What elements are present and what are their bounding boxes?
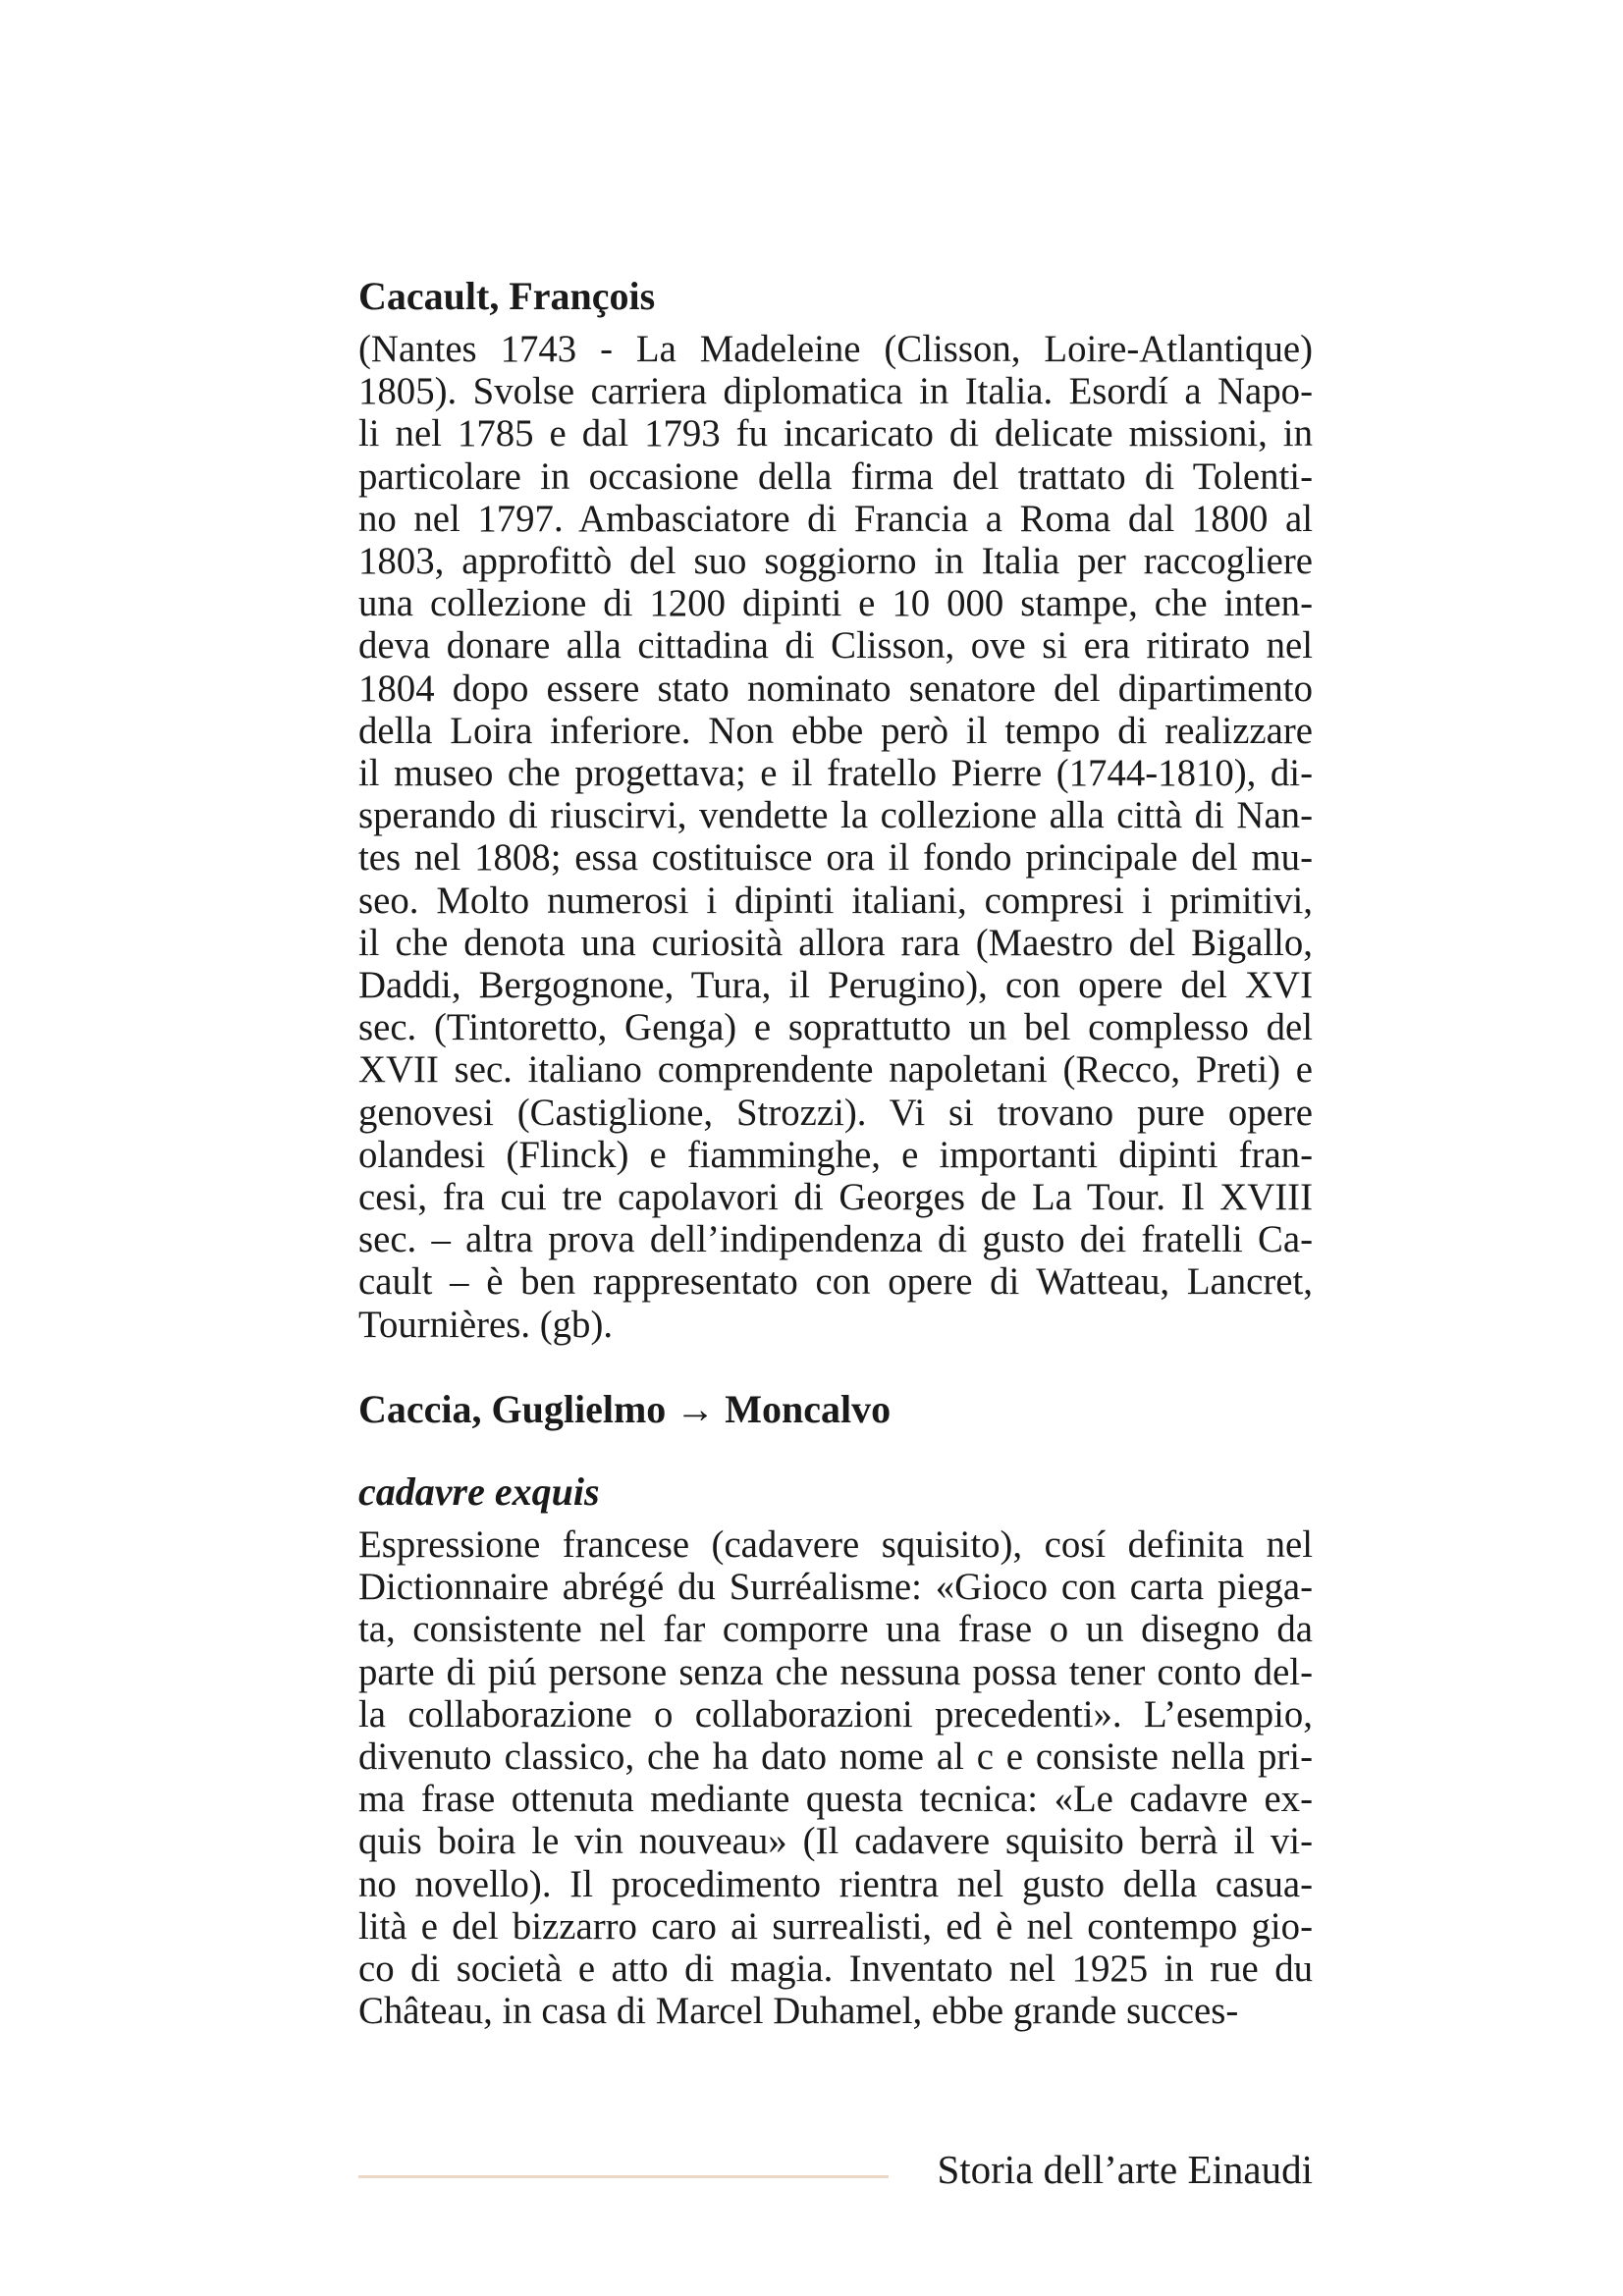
text-line: divenuto classico, che ha dato nome al c e consiste nella pri- xyxy=(358,1735,1313,1779)
text-line: Château, in casa di Marcel Duhamel, ebbe grande succes- xyxy=(358,1990,1239,2033)
text-line: Dictionnaire abrégé du Surréalisme: «Gioco con carta piega- xyxy=(358,1566,1313,1609)
text-line: XVII sec. italiano comprendente napoletani (Recco, Preti) e xyxy=(358,1048,1313,1092)
text-line: particolare in occasione della firma del trattato di Tolenti- xyxy=(358,454,1313,498)
entry-title-caccia: Caccia, Guglielmo → Moncalvo xyxy=(358,1387,892,1431)
entry-body-cadavre xyxy=(358,1523,1313,2032)
text-line: olandesi (Flinck) e fiamminghe, e importanti dipinti fran- xyxy=(358,1133,1313,1176)
entry-body-cacault xyxy=(358,328,1313,1346)
text-line: quis boira le vin nouveau» (Il cadavere squisito berrà il vi- xyxy=(358,1820,1313,1863)
text-line: una collezione di 1200 dipinti e 10 000 stampe, che inten- xyxy=(358,582,1313,625)
text-line: li nel 1785 e dal 1793 fu incaricato di delicate missioni, in xyxy=(358,412,1313,455)
footer-rule xyxy=(358,2175,889,2178)
text-line: genovesi (Castiglione, Strozzi). Vi si trovano pure opere xyxy=(358,1091,1313,1134)
text-line: 1805). Svolse carriera diplomatica in Italia. Esordí a Napo- xyxy=(358,370,1313,413)
entry-caccia xyxy=(358,1378,891,1441)
entry-cacault xyxy=(358,265,1313,1346)
text-line: sec. – altra prova dell’indipendenza di gusto dei fratelli Ca- xyxy=(358,1218,1313,1261)
text-line: Daddi, Bergognone, Tura, il Perugino), con opere del XVI xyxy=(358,964,1313,1007)
text-line: la collaborazione o collaborazioni precedenti». L’esempio, xyxy=(358,1692,1313,1735)
entry-title-cadavre: cadavre exquis xyxy=(358,1469,600,1514)
text-line: ma frase ottenuta mediante questa tecnica: «Le cadavre ex- xyxy=(358,1778,1313,1821)
text-line: sperando di riuscirvi, vendette la collezione alla città di Nan- xyxy=(358,794,1313,837)
text-line: Espressione francese (cadavere squisito), cosí definita nel xyxy=(358,1523,1313,1566)
text-line: cesi, fra cui tre capolavori di Georges de La Tour. Il XVIII xyxy=(358,1176,1313,1219)
entry-title-cacault: Cacault, François xyxy=(358,274,656,318)
text-column xyxy=(358,265,1313,2033)
text-line: cault – è ben rappresentato con opere di Watteau, Lancret, xyxy=(358,1260,1313,1304)
text-line: 1804 dopo essere stato nominato senatore del dipartimento xyxy=(358,667,1313,710)
text-line: parte di piú persone senza che nessuna possa tener conto del- xyxy=(358,1650,1313,1693)
entry-cadavre xyxy=(358,1461,1313,2032)
text-line: della Loira inferiore. Non ebbe però il tempo di realizzare xyxy=(358,709,1313,752)
footer-text: Storia dell’arte Einaudi xyxy=(937,2147,1313,2192)
text-line: ta, consistente nel far comporre una frase o un disegno da xyxy=(358,1608,1313,1651)
text-line: seo. Molto numerosi i dipinti italiani, compresi i primitivi, xyxy=(358,879,1313,922)
text-line: il museo che progettava; e il fratello Pierre (1744-1810), di- xyxy=(358,752,1313,795)
text-line: il che denota una curiosità allora rara (Maestro del Bigallo, xyxy=(358,921,1313,964)
text-line: Tournières. (gb). xyxy=(358,1303,614,1346)
text-line: (Nantes 1743 - La Madeleine (Clisson, Loire-Atlantique) xyxy=(358,328,1313,370)
text-line: sec. (Tintoretto, Genga) e soprattutto un bel complesso del xyxy=(358,1006,1313,1049)
text-line: co di società e atto di magia. Inventato nel 1925 in rue du xyxy=(358,1948,1313,1991)
text-line: tes nel 1808; essa costituisce ora il fondo principale del mu- xyxy=(358,836,1313,880)
text-line: no novello). Il procedimento rientra nel gusto della casua- xyxy=(358,1862,1313,1905)
text-line: no nel 1797. Ambasciatore di Francia a Roma dal 1800 al xyxy=(358,497,1313,540)
text-line: deva donare alla cittadina di Clisson, ove si era ritirato nel xyxy=(358,624,1313,667)
text-line: 1803, approfittò del suo soggiorno in Italia per raccogliere xyxy=(358,540,1313,583)
text-line: lità e del bizzarro caro ai surrealisti, ed è nel contempo gio- xyxy=(358,1904,1313,1948)
